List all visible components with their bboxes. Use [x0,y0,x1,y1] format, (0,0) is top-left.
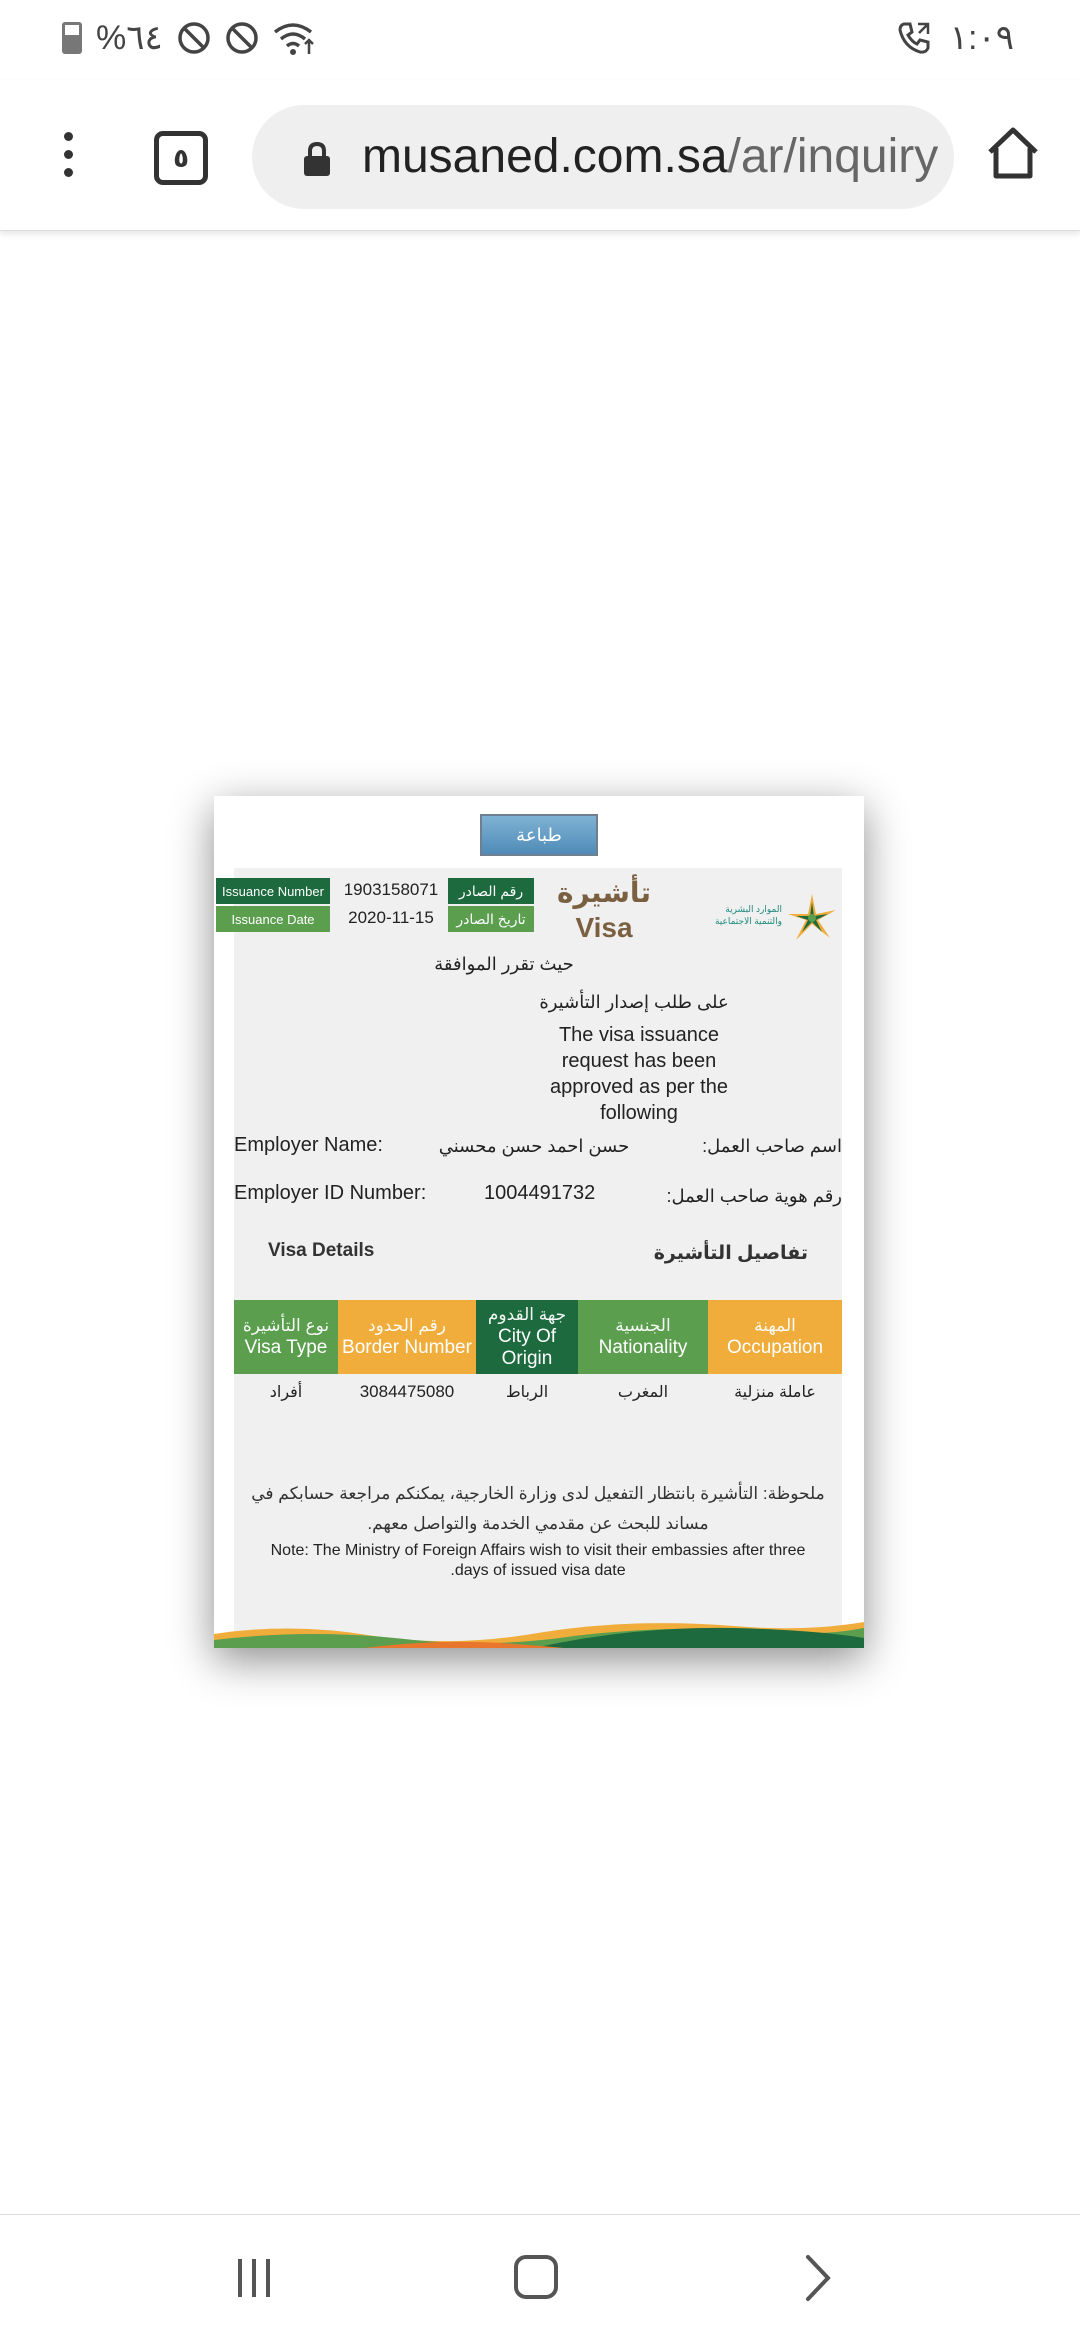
ministry-logo [704,892,840,942]
col-nationality-ar: الجنسية [615,1316,671,1335]
recent-apps-icon[interactable] [224,2253,284,2303]
decorative-waves [214,1618,864,1648]
browser-toolbar [0,80,1080,231]
issuance-number: 1903158071 [343,880,439,899]
tab-count: ٥ [173,142,189,173]
call-icon [896,20,932,56]
nationality-value: المغرب [617,1384,669,1401]
print-button[interactable]: طباعة [480,814,598,856]
battery-icon [62,22,82,54]
visa-details-en: Visa Details [268,1240,375,1261]
home-icon[interactable] [984,124,1042,182]
col-visa-type-ar: نوع التأشيرة [242,1316,330,1335]
col-visa-type-header [234,1300,338,1374]
visa-type-value: أفراد [269,1384,303,1401]
issuance-date: 2020-11-15 [348,908,434,927]
issuance-date-label-ar: تاريخ الصادر [448,906,534,932]
col-occupation-en: Occupation [726,1337,824,1358]
col-visa-type-en: Visa Type [244,1337,328,1358]
wifi-icon [273,20,317,56]
home-nav-icon[interactable] [506,2253,566,2303]
employer-id: 1004491732 [484,1182,596,1204]
status-right [896,18,1014,58]
title-en: Visa [575,912,633,943]
url-path: /ar/inquiry [727,130,939,183]
col-occupation-header [708,1300,842,1374]
note-ar-line1: ملحوظة: التأشيرة بانتظار التفعيل لدى وزارة الخارجية، يمكنكم مراجعة حسابكم في [251,1484,825,1503]
employer-id-label-en: Employer ID Number: [234,1182,427,1204]
clock: ١:٠٩ [949,19,1014,57]
tab-switcher-button[interactable] [154,131,208,185]
employer-id-label-ar: رقم هوية صاحب العمل: [666,1186,842,1206]
url-domain: musaned.com.sa [362,130,728,183]
col-nationality-header [578,1300,708,1374]
approval-en: The visa issuance request has been approved as per the following [550,1024,728,1124]
col-city-of-origin-ar: جهة القدوم [487,1305,567,1324]
more-options-button[interactable] [56,132,80,182]
employer-name-label-en: Employer Name: [234,1134,383,1156]
issuance-number-label-ar: رقم الصادر [448,878,534,904]
col-city-of-origin-header [476,1300,578,1374]
approval-ar-line1: حيث تقرر الموافقة [434,954,574,974]
blocked-icon [225,21,259,55]
col-city-of-origin-en: City Of Origin [497,1326,557,1369]
col-occupation-ar: المهنة [754,1316,796,1335]
note-ar-line2: مساند للبحث عن مقدمي الخدمة والتواصل معهم. [367,1514,709,1533]
address-bar[interactable] [252,105,954,209]
lock-icon [302,141,332,177]
do-not-disturb-icon [177,21,211,55]
note-en-line2: .days of issued visa date [450,1562,626,1579]
visa-document-card [214,796,864,1648]
logo-text-line1: الموارد البشرية [725,904,782,914]
visa-document [222,868,842,1648]
battery-percent: %٦٤ [96,19,163,57]
occupation-value: عاملة منزلية [734,1384,816,1401]
city-of-origin-value: الرباط [505,1384,549,1401]
title-ar: تأشيرة [557,877,651,908]
issuance-number-label-en: Issuance Number [216,878,330,904]
logo-text-line2: والتنمية الاجتماعية [714,916,782,926]
note-en-line1: Note: The Ministry of Foreign Affairs wish to visit their embassies after three [270,1542,806,1559]
status-left [62,18,317,58]
status-bar [0,0,1080,80]
border-number-value: 3084475080 [359,1382,455,1401]
col-border-number-ar: رقم الحدود [368,1316,446,1335]
issuance-date-label-en: Issuance Date [216,906,330,932]
system-navigation-bar [0,2214,1080,2341]
col-border-number-en: Border Number [342,1337,472,1358]
employer-name: حسن احمد حسن محسني [438,1136,630,1156]
url-text [362,129,938,184]
visa-details-ar: تفاصيل التأشيرة [653,1243,808,1264]
back-icon[interactable] [788,2253,848,2303]
employer-name-label-ar: اسم صاحب العمل: [702,1136,842,1156]
approval-ar-line2: على طلب إصدار التأشيرة [539,992,729,1012]
col-nationality-en: Nationality [598,1337,688,1358]
col-border-number-header [338,1300,476,1374]
logo-icon [784,892,840,942]
